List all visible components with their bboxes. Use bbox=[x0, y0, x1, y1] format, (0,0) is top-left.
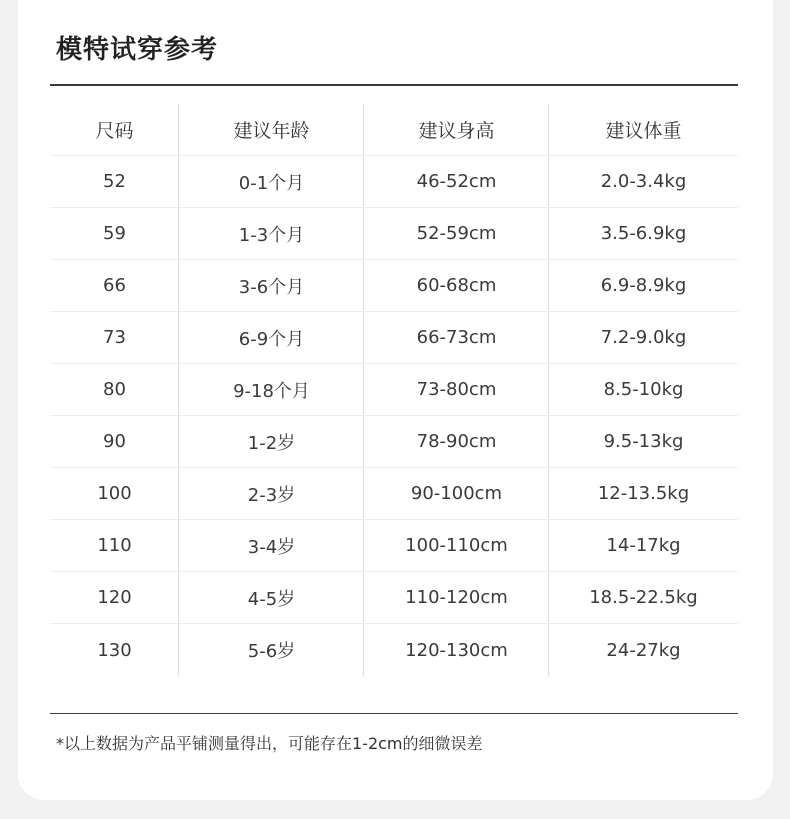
cell-size: 59 bbox=[50, 208, 179, 259]
table-header-row bbox=[50, 104, 738, 156]
cell-height: 120-130cm bbox=[364, 624, 549, 676]
header-age: 建议年龄 bbox=[179, 104, 364, 155]
cell-weight: 12-13.5kg bbox=[597, 483, 690, 504]
measurement-note: *以上数据为产品平铺测量得出，可能存在1-2cm的细微误差 bbox=[56, 734, 483, 753]
cell-size: 110 bbox=[50, 520, 179, 571]
cell-height: 73-80cm bbox=[364, 364, 549, 415]
table-row bbox=[50, 468, 738, 520]
cell-age: 3-6个月 bbox=[179, 260, 364, 311]
cell-height: 100-110cm bbox=[364, 520, 549, 571]
cell-weight: 6.9-8.9kg bbox=[600, 275, 687, 296]
cell-size: 90 bbox=[50, 416, 179, 467]
cell-size: 130 bbox=[50, 624, 179, 676]
table-row bbox=[50, 312, 738, 364]
cell-weight: 3.5-6.9kg bbox=[600, 223, 687, 244]
cell-age: 4-5岁 bbox=[179, 572, 364, 623]
cell-weight: 9.5-13kg bbox=[603, 431, 684, 452]
cell-weight: 18.5-22.5kg bbox=[589, 587, 698, 608]
cell-weight: 14-17kg bbox=[606, 535, 681, 556]
cell-age: 5-6岁 bbox=[179, 624, 364, 676]
table-row bbox=[50, 572, 738, 624]
table-row bbox=[50, 156, 738, 208]
cell-age: 1-2岁 bbox=[179, 416, 364, 467]
cell-size: 120 bbox=[50, 572, 179, 623]
table-row bbox=[50, 624, 738, 676]
cell-height: 78-90cm bbox=[364, 416, 549, 467]
size-table bbox=[50, 104, 738, 676]
cell-height: 66-73cm bbox=[364, 312, 549, 363]
table-row bbox=[50, 416, 738, 468]
cell-weight: 24-27kg bbox=[606, 639, 681, 661]
cell-height: 46-52cm bbox=[364, 156, 549, 207]
cell-height: 52-59cm bbox=[364, 208, 549, 259]
page-title: 模特试穿参考 bbox=[56, 35, 219, 65]
cell-height: 90-100cm bbox=[364, 468, 549, 519]
top-divider bbox=[50, 84, 738, 86]
cell-size: 66 bbox=[50, 260, 179, 311]
table-row bbox=[50, 364, 738, 416]
header-size: 尺码 bbox=[50, 104, 179, 155]
cell-weight: 7.2-9.0kg bbox=[600, 327, 687, 348]
header-weight: 建议体重 bbox=[605, 120, 682, 142]
cell-age: 1-3个月 bbox=[179, 208, 364, 259]
cell-age: 2-3岁 bbox=[179, 468, 364, 519]
cell-size: 100 bbox=[50, 468, 179, 519]
cell-age: 3-4岁 bbox=[179, 520, 364, 571]
cell-size: 73 bbox=[50, 312, 179, 363]
bottom-divider bbox=[50, 713, 738, 714]
cell-weight: 2.0-3.4kg bbox=[600, 171, 687, 192]
table-row bbox=[50, 208, 738, 260]
table-row bbox=[50, 520, 738, 572]
cell-height: 60-68cm bbox=[364, 260, 549, 311]
cell-age: 0-1个月 bbox=[179, 156, 364, 207]
cell-size: 80 bbox=[50, 364, 179, 415]
table-row bbox=[50, 260, 738, 312]
cell-weight: 8.5-10kg bbox=[603, 379, 684, 400]
cell-height: 110-120cm bbox=[364, 572, 549, 623]
cell-age: 9-18个月 bbox=[179, 364, 364, 415]
cell-size: 52 bbox=[50, 156, 179, 207]
cell-age: 6-9个月 bbox=[179, 312, 364, 363]
header-height: 建议身高 bbox=[364, 104, 549, 155]
